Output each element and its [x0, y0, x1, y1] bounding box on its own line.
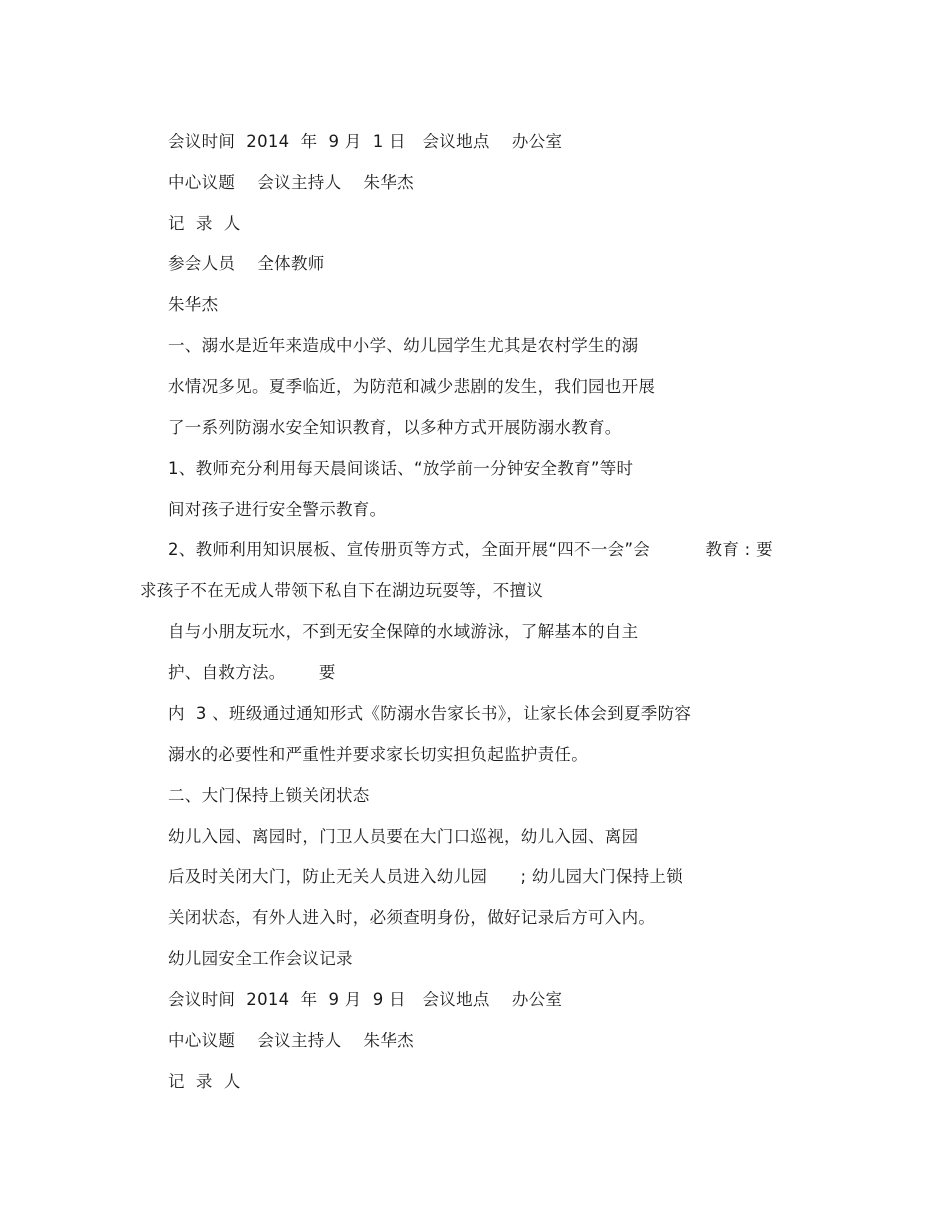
- attendees-line: 参会人员 全体教师: [168, 254, 325, 273]
- paragraph-line: 溺水的必要性和严重性并要求家长切实担负起监护责任。: [168, 745, 588, 764]
- paragraph-line: 水情况多见。夏季临近，为防范和减少悲剧的发生，我们园也开展: [168, 377, 656, 396]
- paragraph-line: 自与小朋友玩水，不到无安全保障的水域游泳，了解基本的自主: [168, 622, 639, 641]
- paragraph-line: 求孩子不在无成人带领下私自下在湖边玩耍等，不擅议: [140, 581, 544, 600]
- paragraph-line: 内 3 、班级通过通知形式《防溺水告家长书》，让家长体会到夏季防容: [168, 704, 692, 723]
- section-heading: 二、大门保持上锁关闭状态: [168, 786, 370, 805]
- recorder-line-2: 记 录 人: [168, 1072, 241, 1091]
- paragraph-line: 2、教师利用知识展板、宣传册页等方式，全面开展“四不一会”会 教育 : 要: [168, 540, 773, 559]
- paragraph-line: 护、自救方法。 要: [168, 663, 336, 682]
- paragraph-line: 关闭状态，有外人进入时，必须查明身份，做好记录后方可入内。: [168, 908, 656, 927]
- paragraph-line: 了一系列防溺水安全知识教育，以多种方式开展防溺水教育。: [168, 418, 622, 437]
- paragraph-line: 间对孩子进行安全警示教育。: [168, 500, 387, 519]
- meeting-topic-line-1: 中心议题 会议主持人 朱华杰: [168, 173, 414, 192]
- record-title: 幼儿园安全工作会议记录: [168, 949, 353, 968]
- meeting-info-line-1: 会议时间 2014 年 9 月 1 日 会议地点 办公室: [168, 132, 563, 151]
- meeting-topic-line-2: 中心议题 会议主持人 朱华杰: [168, 1031, 414, 1050]
- paragraph-line: 一、溺水是近年来造成中小学、幼儿园学生尤其是农村学生的溺: [168, 336, 639, 355]
- meeting-info-line-2: 会议时间 2014 年 9 月 9 日 会议地点 办公室: [168, 990, 563, 1009]
- paragraph-line: 后及时关闭大门，防止无关人员进入幼儿园 ; 幼儿园大门保持上锁: [168, 867, 684, 886]
- paragraph-line: 1、教师充分利用每天晨间谈话、“放学前一分钟安全教育”等时: [168, 459, 634, 478]
- recorder-line-1: 记 录 人: [168, 214, 241, 233]
- paragraph-line: 幼儿入园、离园时，门卫人员要在大门口巡视，幼儿入园、离园: [168, 827, 639, 846]
- host-name-line: 朱华杰: [168, 295, 219, 314]
